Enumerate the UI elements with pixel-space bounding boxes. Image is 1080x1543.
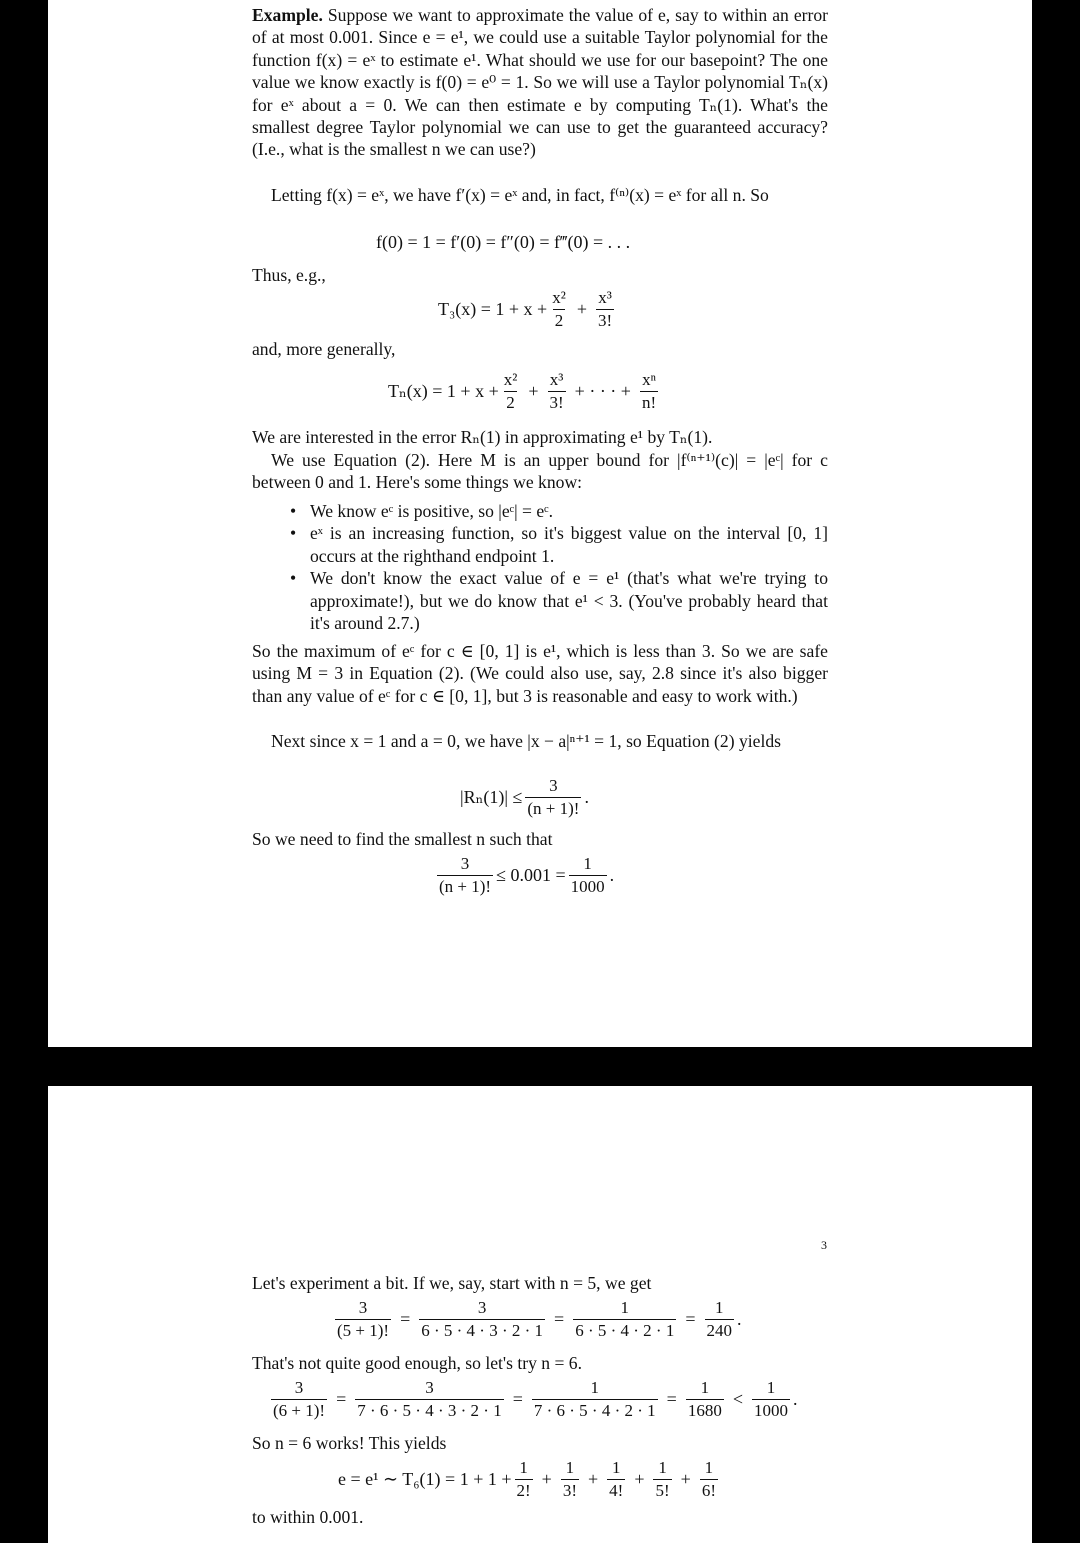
fraction: $\frac{3}{(n + 1)!}$ (439, 854, 492, 896)
example-paragraph (252, 4, 828, 161)
thus-text: Thus, e.g., (252, 265, 326, 285)
fraction: $\frac{1}{240}$ (706, 1298, 733, 1340)
interested-text: We are interested in the error Rₙ(1) in approximating e¹ by Tₙ(1). (252, 427, 713, 447)
e-approx-lhs: e = e¹ ∼ T₆(1) = 1 + 1 + (338, 1469, 512, 1489)
fraction: $\frac{3}{7 \cdot 6 \cdot 5 \cdot 4 \cdot 3 \cdot 2 \cdot 1}$ (357, 1378, 502, 1420)
ellipsis-plus: + · · · + (574, 381, 631, 401)
error-bound-equation: |Rₙ(1)| ≤ $\frac{3}{(n + 1)!}$ . (460, 776, 589, 818)
e-approx-equation: e = e¹ ∼ T₆(1) = 1 + 1 + $\frac{1}{2!}$ + $\frac{1}{3!}$ + $\frac{1}{4!}$ + $\frac{1}{5!}$ + $\frac{1}{6!}$ (338, 1458, 716, 1500)
error-lhs: |Rₙ(1)| ≤ (460, 787, 523, 807)
fraction: $\frac{1}{7 \cdot 6 \cdot 5 \cdot 4 \cdot 2 \cdot 1}$ (533, 1378, 656, 1420)
fraction: $\frac{1}{6!}$ (701, 1458, 716, 1500)
example-text: Suppose we want to approximate the value of e, say to within an error of at most 0.001. Since e = e¹, we could use a suitable Taylor polynomial for the function f(x) = eˣ to estimate e¹. What should we use for our basepoint? The one value we know exactly is f(0) = e⁰ = 1. So we will use a Taylor polynomial Tₙ(x) for eˣ about a = 0. We can then estimate e by computing Tₙ(1). What's the smallest degree Taylor polynomial we can use to get the guaranteed accuracy? (I.e., what is the smallest n we can use?) (252, 5, 828, 160)
t3-lhs: T₃(x) = 1 + x + (438, 299, 548, 319)
t3-equation: T₃(x) = 1 + x + $\frac{\text{x²}}{2}$ + $\frac{\text{x³}}{3!}$ (438, 288, 613, 330)
list-item: • eˣ is an increasing function, so it's biggest value on the interval [0, 1] occurs at the righthand endpoint 1. (290, 522, 828, 567)
page-1 (48, 0, 1032, 1047)
fraction: $\frac{1}{6 \cdot 5 \cdot 4 \cdot 2 \cdot 1}$ (575, 1298, 675, 1340)
known-facts-list (290, 500, 828, 634)
n5-equation: $\frac{3}{(5 + 1)!}$ = $\frac{3}{6 \cdot 5 \cdot 4 \cdot 3 \cdot 2 \cdot 1}$ = $\frac{1}{6 \cdot 5 \cdot 4 \cdot 2 \cdot 1}$ = $\frac{1}{240}$ . (337, 1298, 742, 1340)
list-item: • We know eᶜ is positive, so |eᶜ| = eᶜ. (290, 500, 828, 522)
fraction: $\frac{1}{1680}$ (687, 1378, 722, 1420)
fraction: $\frac{1}{2!}$ (516, 1458, 531, 1500)
n6-equation: $\frac{3}{(6 + 1)!}$ = $\frac{3}{7 \cdot 6 \cdot 5 \cdot 4 \cdot 3 \cdot 2 \cdot 1}$ = $\frac{1}{7 \cdot 6 \cdot 5 \cdot 4 \cdot 2 \cdot 1}$ = $\frac{1}{1680}$ < $\frac{1}{1000}$ . (273, 1378, 798, 1420)
equation2-paragraph: We use Equation (2). Here M is an upper bound for |f⁽ⁿ⁺¹⁾(c)| = |eᶜ| for c between 0 and 1. Here's some things we know: (252, 450, 828, 493)
example-label: Example. (252, 5, 323, 25)
fraction: $\frac{\text{x³}}{3!}$ (597, 288, 613, 330)
page-number: 3 (821, 1238, 827, 1252)
tn-lhs: Tₙ(x) = 1 + x + (388, 381, 499, 401)
fraction: $\frac{3}{(6 + 1)!}$ (273, 1378, 326, 1420)
fraction: $\frac{\text{x²}}{2}$ (503, 370, 518, 412)
maximum-paragraph: So the maximum of eᶜ for c ∈ [0, 1] is e¹, which is less than 3. So we are safe using M = 3 in Equation (2). (We could also use, say, 2.8 since it's also bigger than any value of eᶜ for c ∈ [0, 1], but 3 is reasonable and easy to work with.) (252, 641, 828, 706)
fraction: $\frac{\text{x²}}{2}$ (552, 288, 566, 330)
smallest-n-text: So we need to find the smallest n such that (252, 829, 553, 849)
fraction: $\frac{\text{xⁿ}}{n!}$ (641, 370, 657, 412)
fraction: $\frac{3}{(5 + 1)!}$ (337, 1298, 390, 1340)
within-text: to within 0.001. (252, 1507, 364, 1527)
fraction: $\frac{1}{4!}$ (609, 1458, 624, 1500)
n6-works-text: So n = 6 works! This yields (252, 1433, 447, 1453)
tn-equation: Tₙ(x) = 1 + x + $\frac{\text{x²}}{2}$ + $\frac{\text{x³}}{3!}$ + · · · + $\frac{\text{xⁿ}}{n!}$ (388, 370, 657, 412)
try-n6-text: That's not quite good enough, so let's try n = 6. (252, 1353, 582, 1373)
letting-paragraph: Letting f(x) = eˣ, we have f′(x) = eˣ and, in fact, f⁽ⁿ⁾(x) = eˣ for all n. So (271, 185, 769, 205)
page-2 (48, 1086, 1032, 1543)
fraction: $\frac{1}{3!}$ (562, 1458, 577, 1500)
list-item: • We don't know the exact value of e = e¹ (that's what we're trying to approximate!), but we do know that e¹ < 3. (You've probably heard that it's around 2.7.) (290, 567, 828, 634)
more-generally-text: and, more generally, (252, 339, 396, 359)
fraction: $\frac{1}{1000}$ (753, 1378, 788, 1420)
fraction: $\frac{3}{6 \cdot 5 \cdot 4 \cdot 3 \cdot 2 \cdot 1}$ (421, 1298, 544, 1340)
fraction: $\frac{1}{5!}$ (655, 1458, 670, 1500)
derivatives-equation: f(0) = 1 = f′(0) = f″(0) = f‴(0) = . . . (376, 232, 631, 252)
next-paragraph: Next since x = 1 and a = 0, we have |x − a|ⁿ⁺¹ = 1, so Equation (2) yields (271, 731, 781, 751)
fraction: $\frac{\text{x³}}{3!}$ (549, 370, 564, 412)
fraction: $\frac{1}{1000}$ (570, 854, 605, 896)
fraction: $\frac{3}{(n + 1)!}$ (527, 776, 580, 818)
inequality-equation: $\frac{3}{(n + 1)!}$ ≤ 0.001 = $\frac{1}{1000}$ . (439, 854, 615, 896)
inequality-mid: ≤ 0.001 = (496, 865, 566, 885)
experiment-text: Let's experiment a bit. If we, say, start with n = 5, we get (252, 1273, 652, 1293)
